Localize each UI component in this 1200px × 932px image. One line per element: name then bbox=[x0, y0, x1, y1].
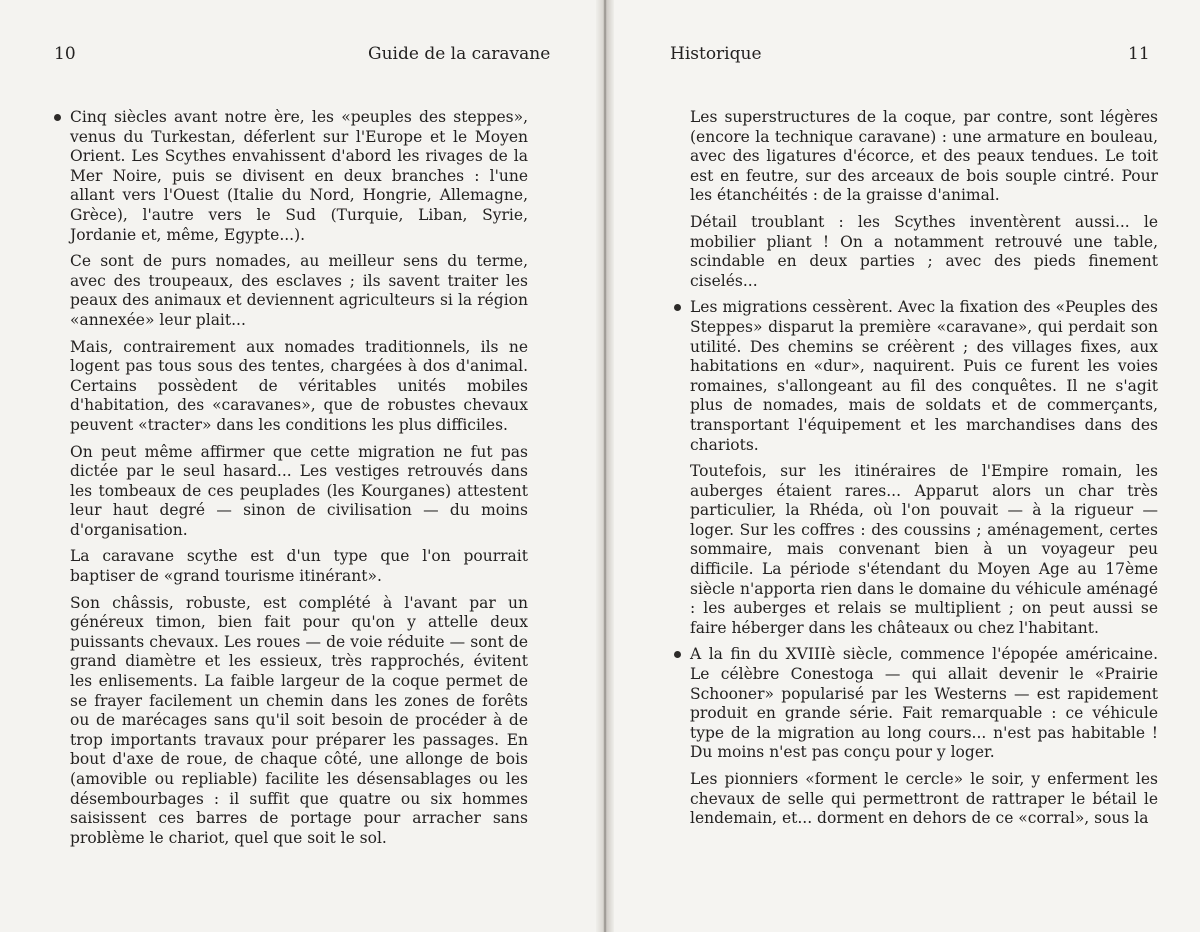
paragraph: Son châssis, robuste, est complété à l'avant par un généreux timon, bien fait pour qu'on y attelle deux puissants chevaux. Les roues — de voie réduite — sont de grand diamètre et les essieux, très rapprochés, évitent les enlisements. La faible largeur de la coque permet de se frayer facilement un chemin dans les zones de forêts ou de marécages sans qu'il soit besoin de procéder à de trop importants travaux pour préparer les passages. En bout d'axe de roue, de chaque côté, une allonge de bois (amovible ou repliable) facilite les désensablages ou les désembourbages : il suffit que quatre ou six hommes saisissent ces barres de portage pour arracher sans problème le chariot, quel que soit le sol. bbox=[70, 593, 528, 847]
paragraph: Mais, contrairement aux nomades traditionnels, ils ne logent pas tous sous des tentes, chargées à dos d'animal. Certains possèdent de véritables unités mobiles d'habitation, des «caravanes», que de robustes chevaux peuvent «tracter» dans les conditions les plus difficiles. bbox=[70, 337, 528, 434]
page-body bbox=[70, 108, 528, 855]
page-number: 11 bbox=[1128, 44, 1150, 64]
paragraph: Cinq siècles avant notre ère, les «peuples des steppes», venus du Turkestan, déferlent sur l'Europe et le Moyen Orient. Les Scythes envahissent d'abord les rivages de la Mer Noire, puis se divisent en deux branches : l'une allant vers l'Ouest (Italie du Nord, Hongrie, Allemagne, Grèce), l'autre vers le Sud (Turquie, Liban, Syrie, Jordanie et, même, Egypte...). bbox=[70, 108, 528, 244]
paragraph: Les migrations cessèrent. Avec la fixation des «Peuples des Steppes» disparut la première «caravane», qui perdait son utilité. Des chemins se créèrent ; des villages fixes, aux habitations en «dur», naquirent. Puis ce furent les voies romaines, s'allongeant au fil des conquêtes. Il ne s'agit plus de nomades, mais de soldats et de commerçants, transportant l'équipement et les marchandises dans des chariots. bbox=[690, 298, 1158, 454]
paragraph: On peut même affirmer que cette migration ne fut pas dictée par le seul hasard... Les vestiges retrouvés dans les tombeaux de ces peuplades (les Kourganes) attestent leur haut degré — sinon de civilisation — du moins d'organisation. bbox=[70, 442, 528, 539]
paragraph: Détail troublant : les Scythes inventèrent aussi... le mobilier pliant ! On a notamment retrouvé une table, scindable en deux parties ; avec des pieds finement ciselés... bbox=[690, 212, 1158, 290]
paragraph: La caravane scythe est d'un type que l'on pourrait baptiser de «grand tourisme itinérant». bbox=[70, 547, 528, 586]
paragraph: Les pionniers «forment le cercle» le soir, y enferment les chevaux de selle qui permettront de rattraper le bétail le lendemain, et... dorment en dehors de ce «corral», sous la bbox=[690, 770, 1158, 828]
paragraph: Ce sont de purs nomades, au meilleur sens du terme, avec des troupeaux, des esclaves ; ils savent traiter les peaux des animaux et deviennent agriculteurs si la région «annexée» leur plait... bbox=[70, 252, 528, 329]
book-gutter bbox=[596, 0, 614, 932]
page-number: 10 bbox=[54, 44, 76, 64]
running-head: Historique bbox=[670, 44, 762, 64]
paragraph: Toutefois, sur les itinéraires de l'Empire romain, les auberges étaient rares... Apparut alors un char très particulier, la Rhéda, où l'on pouvait — à la rigueur — loger. Sur les coffres : des coussins ; aménagement, certes sommaire, mais convenant bien à un voyageur peu difficile. La période s'étendant du Moyen Age au 17ème siècle n'apporta rien dans le domaine du véhicule aménagé : les auberges et relais se multiplient ; on peut aussi se faire héberger dans les châteaux ou chez l'habitant. bbox=[690, 462, 1158, 637]
running-head: Guide de la caravane bbox=[368, 44, 551, 64]
right-page bbox=[606, 0, 1200, 932]
page-body bbox=[690, 108, 1158, 836]
paragraph: A la fin du XVIIIè siècle, commence l'épopée américaine. Le célèbre Conestoga — qui allait devenir le «Prairie Schooner» popularisé par les Westerns — est rapidement produit en grande série. Fait remarquable : ce véhicule type de la migration au long cours... n'est pas habitable ! Du moins n'est pas conçu pour y loger. bbox=[690, 645, 1158, 762]
paragraph: Les superstructures de la coque, par contre, sont légères (encore la technique caravane) : une armature en bouleau, avec des ligatures d'écorce, et des peaux tendues. Le toit est en feutre, sur des arceaux de bois souple cintré. Pour les étanchéités : de la graisse d'animal. bbox=[690, 108, 1158, 205]
